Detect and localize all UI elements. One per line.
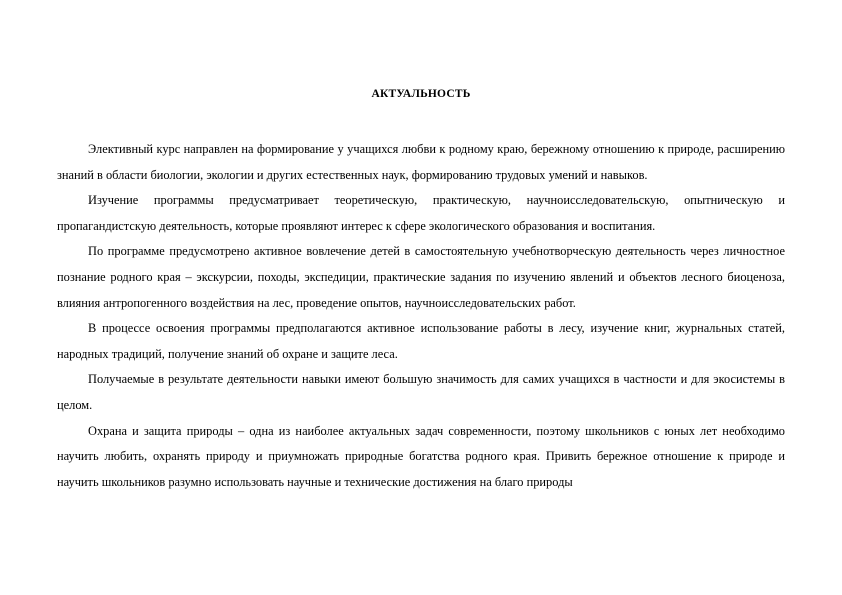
paragraph: Охрана и защита природы – одна из наиболее актуальных задач современности, поэтому школьников с юных лет необходимо научить любить, охранять природу и приумножать природные богатства родного края. Привить бережное отношение к природе и научить школьников разумно использовать научные и технические достижения на благо природы (57, 423, 785, 489)
paragraph: Элективный курс направлен на формирование у учащихся любви к родному краю, бережному отношению к природе, расширению знаний в области биологии, экологии и других естественных наук, формированию трудовых умений и навыков. (57, 142, 785, 182)
document-title: АКТУАЛЬНОСТЬ (371, 88, 471, 100)
document-body (57, 137, 785, 495)
paragraph: По программе предусмотрено активное вовлечение детей в самостоятельную учебнотворческую деятельность через личностное познание родного края – экскурсии, походы, экспедиции, практические задания по изучению явлений и объектов лесного биоценоза, влияния антропогенного воздействия на лес, проведение опытов, научноисследовательских работ. (57, 244, 785, 310)
paragraph: Получаемые в результате деятельности навыки имеют большую значимость для самих учащихся в частности и для экосистемы в целом. (57, 372, 785, 412)
paragraph: Изучение программы предусматривает теоретическую, практическую, научноисследовательскую, опытническую и пропагандистскую деятельность, которые проявляют интерес к сфере экологического образования и воспитания. (57, 193, 785, 233)
paragraph: В процессе освоения программы предполагаются активное использование работы в лесу, изучение книг, журнальных статей, народных традиций, получение знаний об охране и защите леса. (57, 321, 785, 361)
